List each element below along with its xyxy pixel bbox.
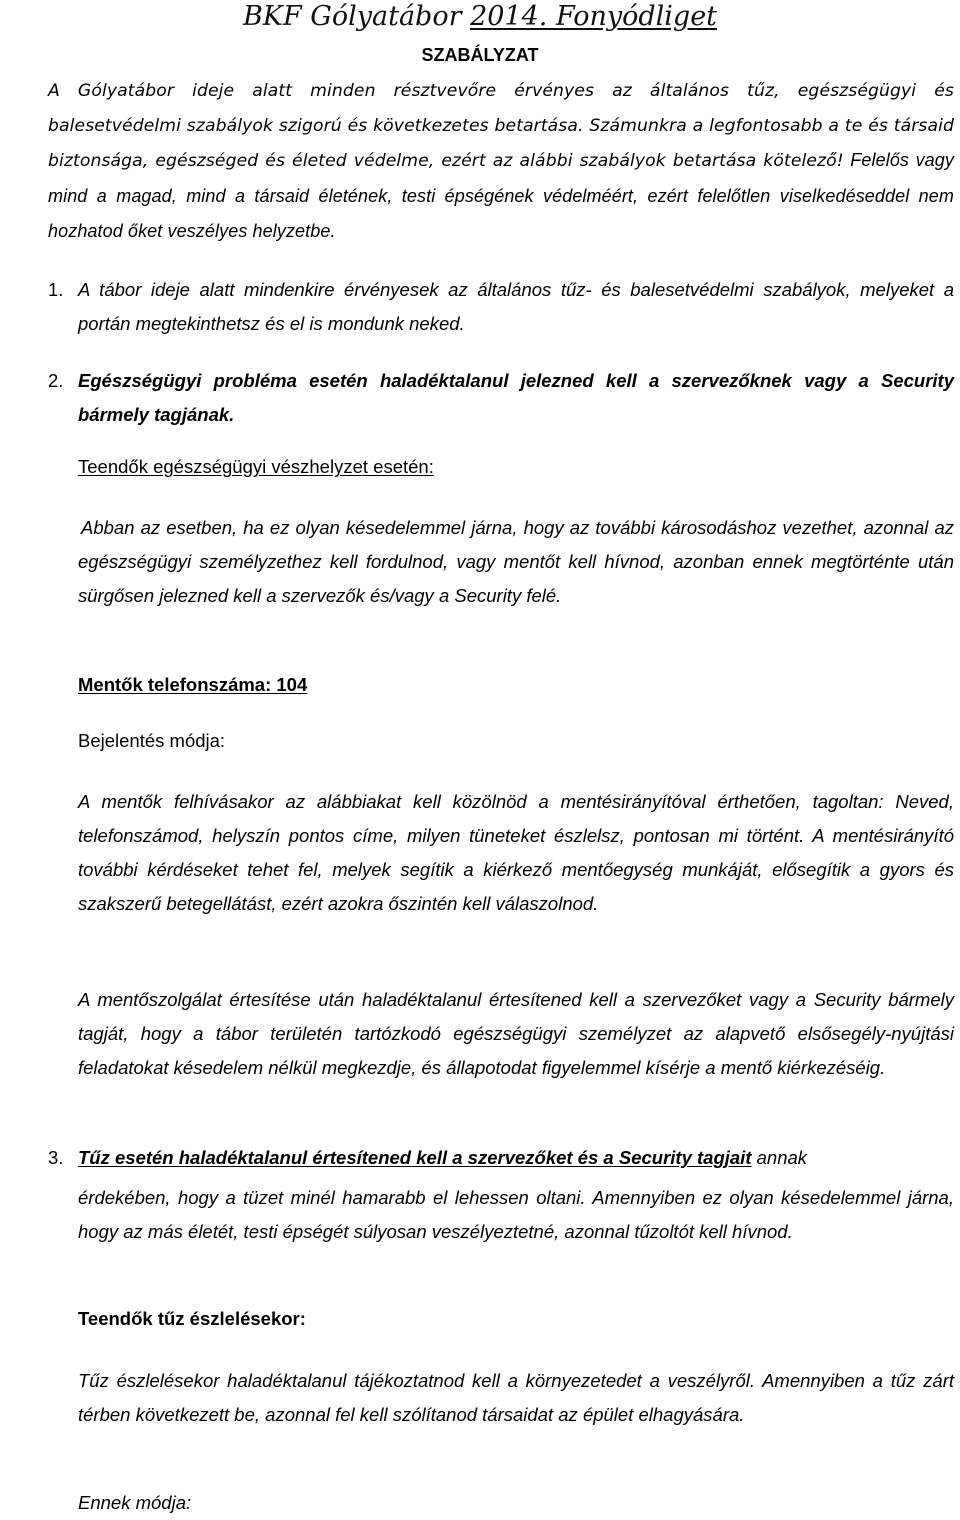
section-heading: SZABÁLYZAT [421, 45, 539, 65]
rule-1-number: 1. [48, 279, 64, 300]
fire-method-heading: Ennek módja: [78, 1492, 192, 1513]
rule-3-inline-rest: annak [751, 1147, 808, 1168]
health-paragraph: Abban az esetben, ha ez olyan késedelemmel járna, hogy az további károsodáshoz vezethet, azonnal az egészségügyi személyzethez kell fordulnod, vagy mentőt kell hívnod, azonban ennek megtörténte után sürgősen jelezned kell a szervezők és/vagy a Security felé. [78, 517, 954, 606]
rule-3-continued: érdekében, hogy a tüzet minél hamarabb el lehessen oltani. Amennyiben ez olyan késedelemmel járna, hogy az más életét, testi épségét súlyosan veszélyeztetné, azonnal tűzoltót kell hívnod. [78, 1187, 954, 1242]
fire-paragraph: Tűz észlelésekor haladéktalanul tájékoztatnod kell a környezetedet a veszélyről. Amennyiben a tűz zárt térben következett be, azonnal fel kell szólítanod társaidat az épület elhagyására. [78, 1370, 954, 1425]
rule-3-number: 3. [48, 1147, 64, 1168]
header-title-year: 2014. Fonyódliget [470, 1, 718, 32]
rule-3-first-line [78, 1141, 954, 1175]
intro-text-1: A Gólyatábor ideje alatt minden résztvevőre érvényes az általános tűz, egészségügyi és balesetvédelmi szabályok szigorú és következetes betartása. Számunkra a legfontosabb a te és társaid biztonsága, egészséged és életed védelme, ezért az alábbi szabályok betartása kötelező! [48, 81, 954, 171]
rule-3-bold-text: Tűz esetén haladéktalanul értesítened kell a szervezőket és a Security tagjait [78, 1147, 752, 1168]
rule-1-text: A tábor ideje alatt mindenkire érvényesek az általános tűz- és balesetvédelmi szabályok, melyeket a portán megtekinthetsz és el is mondunk neked. [78, 279, 954, 334]
fire-heading: Teendők tűz észlelésekor: [78, 1308, 306, 1329]
rule-2-text: Egészségügyi probléma esetén haladéktalanul jelezned kell a szervezőknek vagy a Security bármely tagjának. [78, 370, 954, 425]
report-heading: Bejelentés módja: [78, 730, 226, 751]
intro-paragraph [48, 74, 954, 250]
report-paragraph-1: A mentők felhívásakor az alábbiakat kell közölnöd a mentésirányítóval érthetően, tagoltan: Neved, telefonszámod, helyszín pontos címe, milyen tüneteket észlelsz, pontosan mi történt. A mentésirányító további kérdéseket tehet fel, melyek segítik a kiérkező mentőegység munkáját, elősegítik a gyors és szakszerű betegellátást, ezért azokra őszintén kell válaszolnod. [78, 791, 954, 914]
page-header-title [0, 0, 960, 36]
header-title-prefix: BKF Gólyatábor [242, 1, 471, 32]
rule-2-number: 2. [48, 370, 64, 391]
intro-text-2: Felelős vagy mind a magad, mind a társaid életének, testi épségének védelméért, ezért felelőtlen viselkedéseddel nem hozhatod őket veszélyes helyzetbe. [48, 150, 954, 241]
ambulance-phone: Mentők telefonszáma: 104 [78, 674, 308, 695]
report-paragraph-2: A mentőszolgálat értesítése után haladéktalanul értesítened kell a szervezőket vagy a Security bármely tagját, hogy a tábor területén tartózkodó egészségügyi személyzet az alapvető elsősegély-nyújtási feladatokat késedelem nélkül megkezdje, és állapotodat figyelemmel kísérje a mentő kiérkezéséig. [78, 989, 954, 1078]
health-heading: Teendők egészségügyi vészhelyzet esetén: [78, 456, 434, 477]
